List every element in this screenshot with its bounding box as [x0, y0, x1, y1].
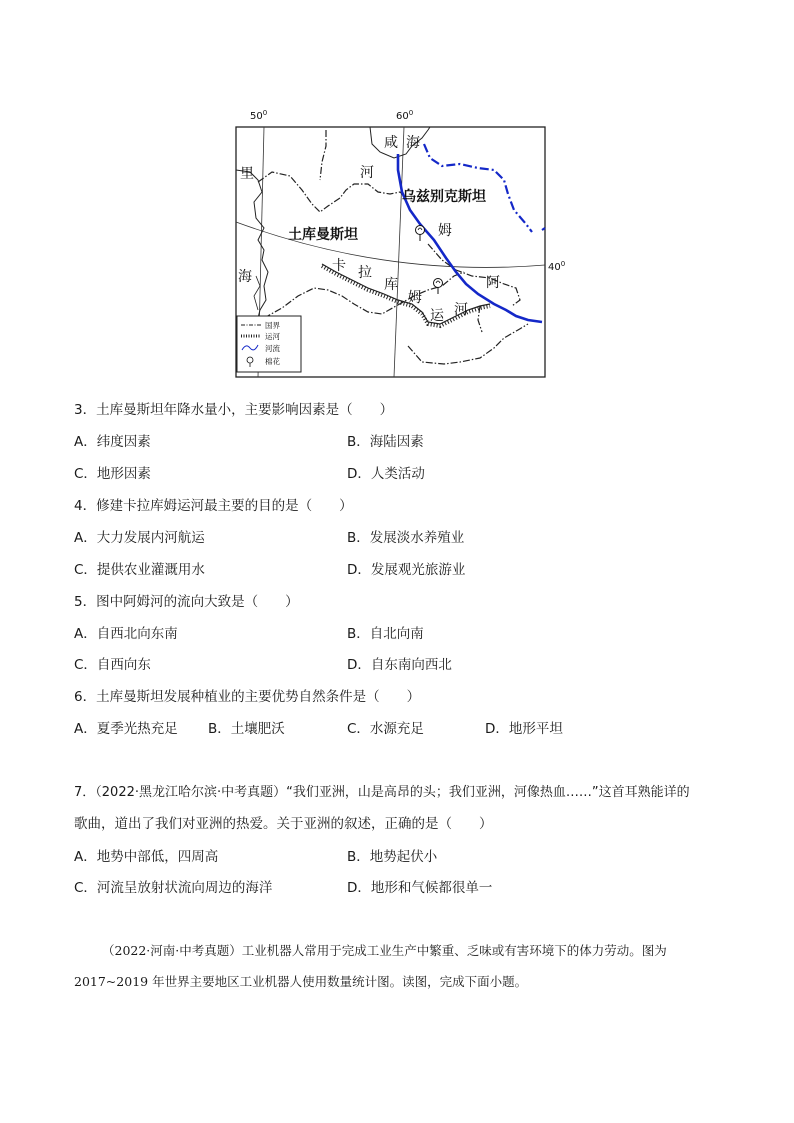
label-he-canal: 河 — [454, 302, 468, 318]
question-7-stem-line2: 歌曲，道出了我们对亚洲的热爱。关于亚洲的叙述，正确的是（ ） — [74, 816, 493, 832]
question-4-stem: 4．修建卡拉库姆运河最主要的目的是（ ） — [74, 498, 353, 514]
q4-option-b[interactable]: B．发展淡水养殖业 — [347, 530, 465, 546]
legend-cotton-label: 棉花 — [265, 357, 280, 366]
q4-option-d[interactable]: D．发展观光旅游业 — [347, 562, 466, 578]
legend-canal-label: 运河 — [265, 332, 280, 341]
label-he: 河 — [360, 165, 374, 181]
label-li: 里 — [240, 166, 254, 182]
central-asia-map — [228, 100, 566, 385]
q7-option-a[interactable]: A．地势中部低，四周高 — [74, 849, 219, 865]
q5-option-a[interactable]: A．自西北向东南 — [74, 626, 178, 642]
legend-river-label: 河流 — [265, 344, 280, 353]
label-la: 拉 — [358, 265, 372, 281]
q3-option-b[interactable]: B．海陆因素 — [347, 434, 424, 450]
q3-option-d[interactable]: D．人类活动 — [347, 466, 425, 482]
q7-option-c[interactable]: C．河流呈放射状流向周边的海洋 — [74, 880, 273, 896]
lat-40-label: $40^0$ — [548, 260, 566, 273]
q3-option-a[interactable]: A．纬度因素 — [74, 434, 151, 450]
label-yun: 运 — [430, 308, 444, 324]
q6-option-d[interactable]: D．地形平坦 — [485, 721, 563, 737]
label-ka: 卡 — [332, 258, 346, 274]
q4-option-a[interactable]: A．大力发展内河航运 — [74, 530, 205, 546]
question-6-stem: 6．土库曼斯坦发展种植业的主要优势自然条件是（ ） — [74, 689, 421, 705]
legend-border-label: 国界 — [265, 321, 280, 330]
q4-option-c[interactable]: C．提供农业灌溉用水 — [74, 562, 205, 578]
q6-option-b[interactable]: B．土壤肥沃 — [208, 721, 285, 737]
label-xian: 咸 — [384, 135, 398, 151]
q6-option-a[interactable]: A．夏季光热充足 — [74, 721, 178, 737]
label-uzbekistan: 乌兹别克斯坦 — [402, 189, 486, 205]
label-mu-canal: 姆 — [408, 290, 422, 306]
legend-cotton-icon — [247, 357, 253, 363]
section-intro-line1: （2022·河南·中考真题）工业机器人常用于完成工业生产中繁重、乏味或有害环境下的体力劳动。图为 — [102, 943, 667, 958]
lon-60-label: $60^0$ — [396, 109, 414, 122]
q7-option-b[interactable]: B．地势起伏小 — [347, 849, 438, 865]
map-legend — [237, 316, 301, 372]
question-3-stem: 3．土库曼斯坦年降水量小，主要影响因素是（ ） — [74, 402, 394, 418]
q5-option-c[interactable]: C．自西向东 — [74, 657, 151, 673]
q5-option-d[interactable]: D．自东南向西北 — [347, 657, 452, 673]
label-ku: 库 — [384, 277, 398, 293]
question-7-stem-line1: 7．（2022·黑龙江哈尔滨·中考真题）“我们亚洲，山是高昂的头；我们亚洲，河像热血……”这首耳熟能详的 — [74, 785, 690, 800]
q3-option-c[interactable]: C．地形因素 — [74, 466, 151, 482]
lon-50-label: $50^0$ — [250, 109, 268, 122]
label-hai-left: 海 — [238, 269, 252, 285]
q7-option-d[interactable]: D．地形和气候都很单一 — [347, 880, 493, 896]
label-mu-top: 姆 — [438, 223, 452, 239]
label-a: 阿 — [486, 275, 500, 291]
q5-option-b[interactable]: B．自北向南 — [347, 626, 424, 642]
label-turkmenistan: 土库曼斯坦 — [288, 227, 358, 243]
question-5-stem: 5．图中阿姆河的流向大致是（ ） — [74, 594, 299, 610]
q6-option-c[interactable]: C．水源充足 — [347, 721, 424, 737]
section-intro-line2: 2017~2019 年世界主要地区工业机器人使用数量统计图。读图，完成下面小题。 — [74, 974, 528, 989]
label-hai-top: 海 — [406, 135, 420, 151]
